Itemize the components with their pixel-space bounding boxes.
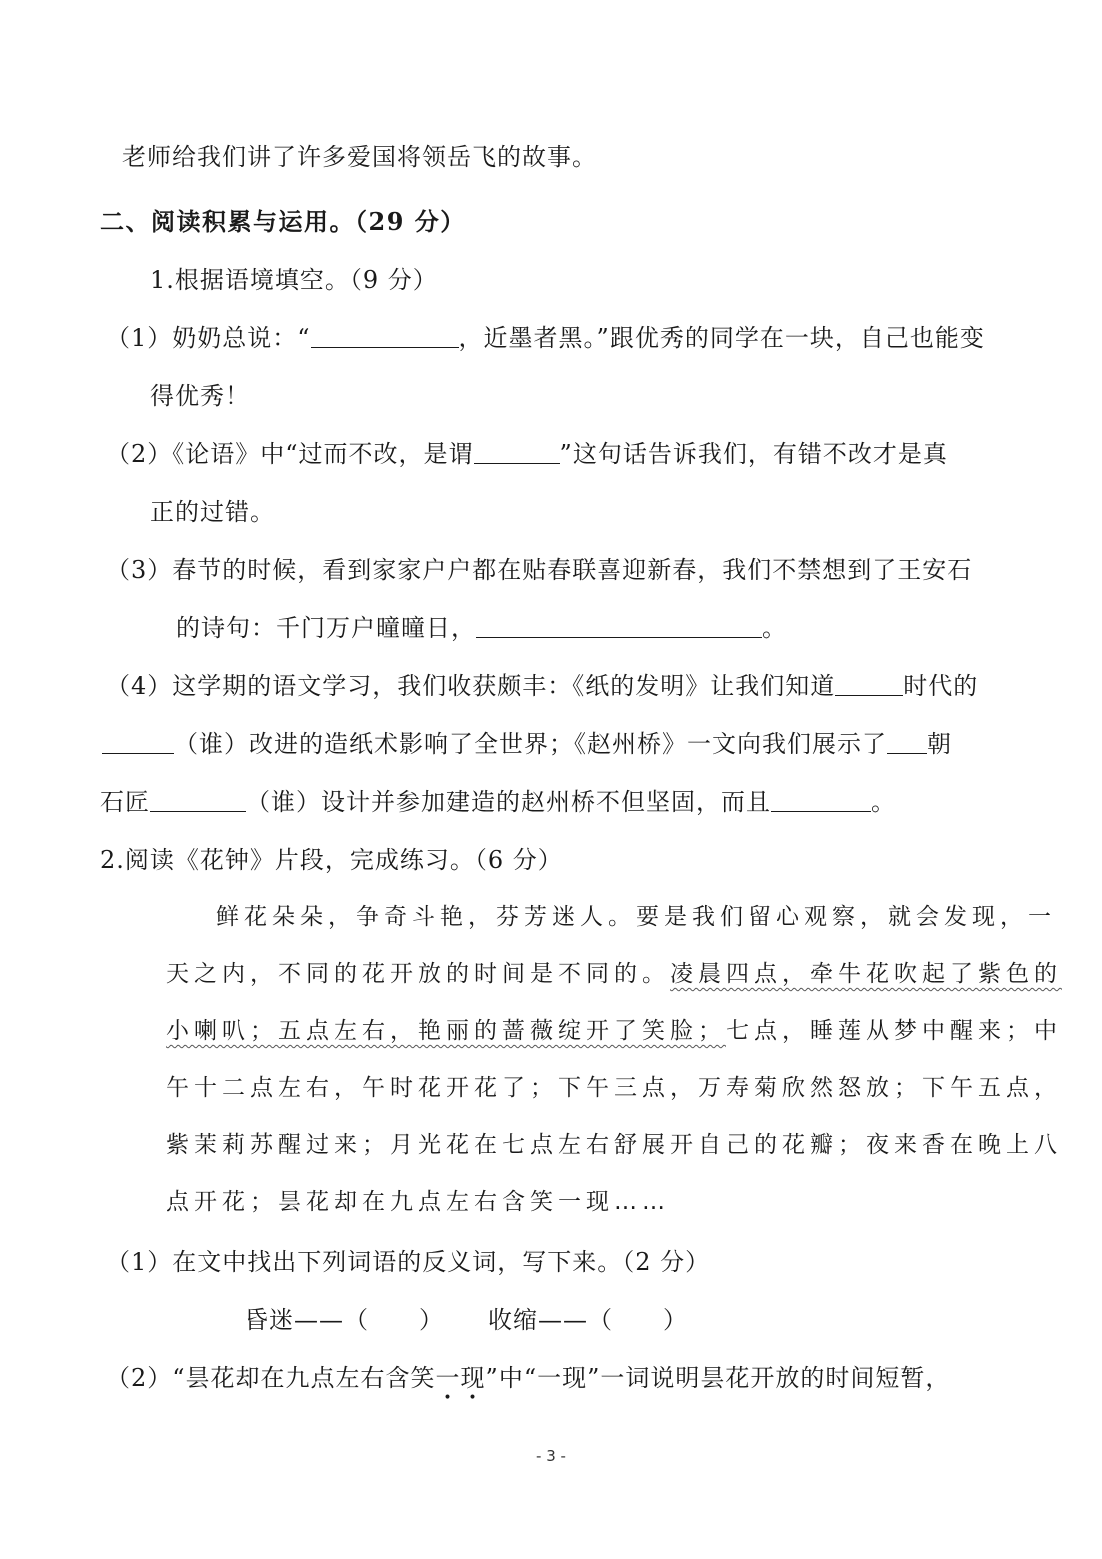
text: （谁）改进的造纸术影响了全世界；《赵州桥》一文向我们展示了 <box>174 730 887 758</box>
answer-blank[interactable] <box>150 787 246 812</box>
passage-line: 紫茉莉苏醒过来；月光花在七点左右舒展开自己的花瓣；夜来香在晚上八 <box>166 1132 1062 1158</box>
question-title: 1.根据语境填空。（9 分） <box>150 266 438 294</box>
passage-line: 鲜花朵朵，争奇斗艳，芬芳迷人。要是我们留心观察，就会发现，一 <box>216 904 1056 930</box>
question-line: 正的过错。 <box>150 498 275 526</box>
question-line <box>106 669 978 703</box>
emphasis-dotted-char: 一 <box>435 1364 461 1392</box>
text: 七点，睡莲从梦中醒来；中 <box>726 1018 1062 1044</box>
text: 朝 <box>927 730 952 758</box>
question-line <box>176 611 787 645</box>
question-line <box>106 321 985 355</box>
question-line: （3）春节的时候，看到家家户户都在贴春联喜迎新春，我们不禁想到了王安石 <box>106 556 973 584</box>
text: ”这句话告诉我们，有错不改才是真 <box>559 440 948 468</box>
answer-blank[interactable] <box>476 613 762 638</box>
text: （2）“昙花却在九点左右含笑 <box>106 1364 436 1392</box>
passage-line <box>166 1014 1062 1048</box>
section-heading: 二、阅读积累与运用。（29 分） <box>100 207 466 236</box>
text: 石匠 <box>100 788 150 816</box>
text: 天之内，不同的花开放的时间是不同的。 <box>166 961 670 987</box>
page-number: - 3 - <box>536 1447 566 1465</box>
text: 的诗句：千门万户曈曈日， <box>176 614 476 642</box>
text: 。 <box>871 788 896 816</box>
answer-blank[interactable] <box>887 729 927 754</box>
text: ，近墨者黑。”跟优秀的同学在一块，自己也能变 <box>458 324 985 352</box>
emphasis-dotted-char: 现 <box>460 1364 486 1392</box>
passage-line: 点开花；昙花却在九点左右含笑一现…… <box>166 1189 670 1215</box>
question-line <box>106 437 948 471</box>
text: （4）这学期的语文学习，我们收获颇丰：《纸的发明》让我们知道 <box>106 672 836 700</box>
answer-blank[interactable] <box>835 671 903 696</box>
answer-blank[interactable] <box>474 439 560 464</box>
text: 。 <box>762 614 787 642</box>
wavy-underlined-text: 小喇叭；五点左右，艳丽的蔷薇绽开了笑脸； <box>166 1018 726 1044</box>
question-line: （1）在文中找出下列词语的反义词，写下来。（2 分） <box>106 1248 711 1276</box>
question-line <box>102 727 952 761</box>
passage-line <box>166 957 1062 991</box>
antonym-item[interactable]: 昏迷——（ ） <box>244 1306 444 1334</box>
text-line: 老师给我们讲了许多爱国将领岳飞的故事。 <box>122 143 597 171</box>
passage-line: 午十二点左右，午时花开花了；下午三点，万寿菊欣然怒放；下午五点， <box>166 1075 1062 1101</box>
question-line <box>100 785 896 819</box>
answer-blank[interactable] <box>102 729 174 754</box>
answer-blank[interactable] <box>311 323 459 348</box>
wavy-underlined-text: 凌晨四点，牵牛花吹起了紫色的 <box>670 961 1062 987</box>
question-line: 得优秀！ <box>150 382 250 410</box>
question-title: 2.阅读《花钟》片段，完成练习。（6 分） <box>100 846 563 874</box>
text: （1）奶奶总说：“ <box>106 324 311 352</box>
text: 时代的 <box>903 672 979 700</box>
antonym-item[interactable]: 收缩——（ ） <box>488 1306 688 1334</box>
text: （2）《论语》中“过而不改，是谓 <box>106 440 474 468</box>
text: ”中“一现”一词说明昙花开放的时间短暂， <box>485 1364 951 1392</box>
answer-blank[interactable] <box>771 787 871 812</box>
question-line <box>106 1361 950 1395</box>
text: （谁）设计并参加建造的赵州桥不但坚固，而且 <box>246 788 771 816</box>
